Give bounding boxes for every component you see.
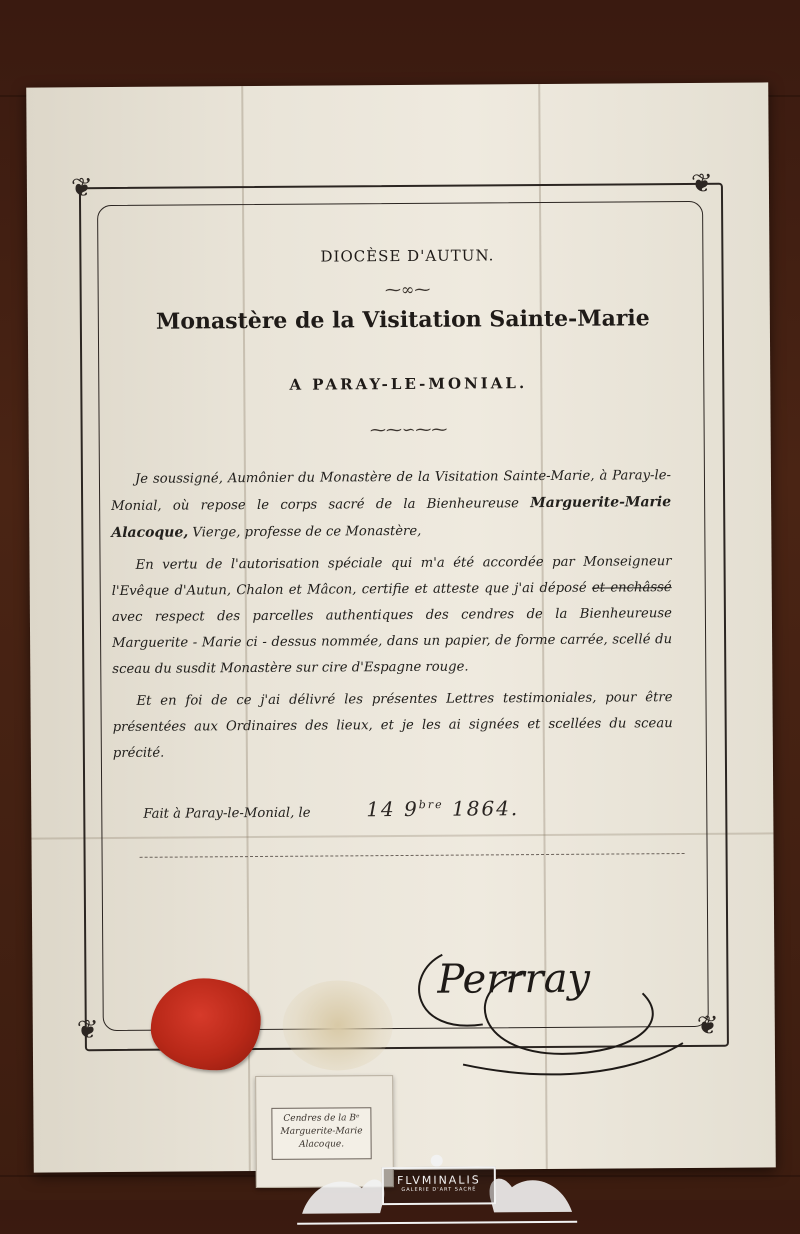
struck-text: et enchâssé <box>591 580 672 596</box>
flourish-icon: ⁓∞⁓ <box>384 279 431 300</box>
corner-ornament-icon: ❦ <box>696 1010 719 1041</box>
text-segment: avec respect des parcelles authentiques des cendres de la Bienheureuse Marguerite - Marie ci - dessus nommée, dans un papier, de forme carrée, scellé du sceau du susdit Monastère sur cire d'Espagne rouge. <box>111 606 673 678</box>
paragraph-testimonial <box>112 685 673 767</box>
certificate-paper <box>26 82 776 1194</box>
town-heading: A PARAY-LE-MONIAL. <box>289 374 528 394</box>
relic-packet-label: Cendres de la Bᵉ Marguerite-Marie Alacoque. <box>271 1107 371 1160</box>
watermark-title: FLVMINALIS <box>397 1173 481 1188</box>
paragraph-attestation <box>111 463 672 547</box>
handwritten-date <box>366 796 519 821</box>
paragraph-authorisation <box>111 549 672 683</box>
text-segment: Je soussigné, Aumônier du Monastère de la Visitation Sainte-Marie, à Paray-le-Monial, où repose le corps sacré de la Bienheureuse <box>111 468 671 515</box>
text-segment: Et en foi de ce j'ai délivré les présentes Lettres testimoniales, pour être présentées aux Ordinaires des lieux, et je les ai signées et scellées du sceau précité. <box>112 690 673 762</box>
date-day: 14 9 <box>366 796 419 822</box>
text-segment: En vertu de l'autorisation spéciale qui m'a été accordée par Monseigneur l'Evêque d'Autun, Chalon et Mâcon, certifie et atteste que j'ai déposé <box>111 554 672 600</box>
watermark-subtitle: GALERIE D'ART SACRÉ <box>401 1186 477 1194</box>
monastery-title: Monastère de la Visitation Sainte-Marie <box>155 305 650 335</box>
saint-name: Marguerite-Marie Alacoque, <box>111 494 672 542</box>
watermark-logo <box>292 1152 583 1232</box>
text-segment: Vierge, professe de ce Monastère, <box>188 523 422 541</box>
corner-ornament-icon: ❦ <box>76 1015 99 1046</box>
date-month-sup: bre <box>418 798 444 812</box>
certificate-body <box>111 463 673 773</box>
corner-ornament-icon: ❦ <box>690 168 713 199</box>
flourish-icon: ⁓⁓∽⁓⁓ <box>369 419 448 440</box>
date-year: 1864. <box>451 796 520 821</box>
watermark-box <box>382 1166 496 1205</box>
signature: Perrray <box>437 955 591 1003</box>
diocese-heading: DIOCÈSE D'AUTUN. <box>320 246 495 266</box>
wax-seal <box>150 978 261 1071</box>
corner-ornament-icon: ❦ <box>70 173 93 204</box>
paper-stain <box>282 980 393 1071</box>
place-line: Fait à Paray-le-Monial, le <box>143 805 311 822</box>
